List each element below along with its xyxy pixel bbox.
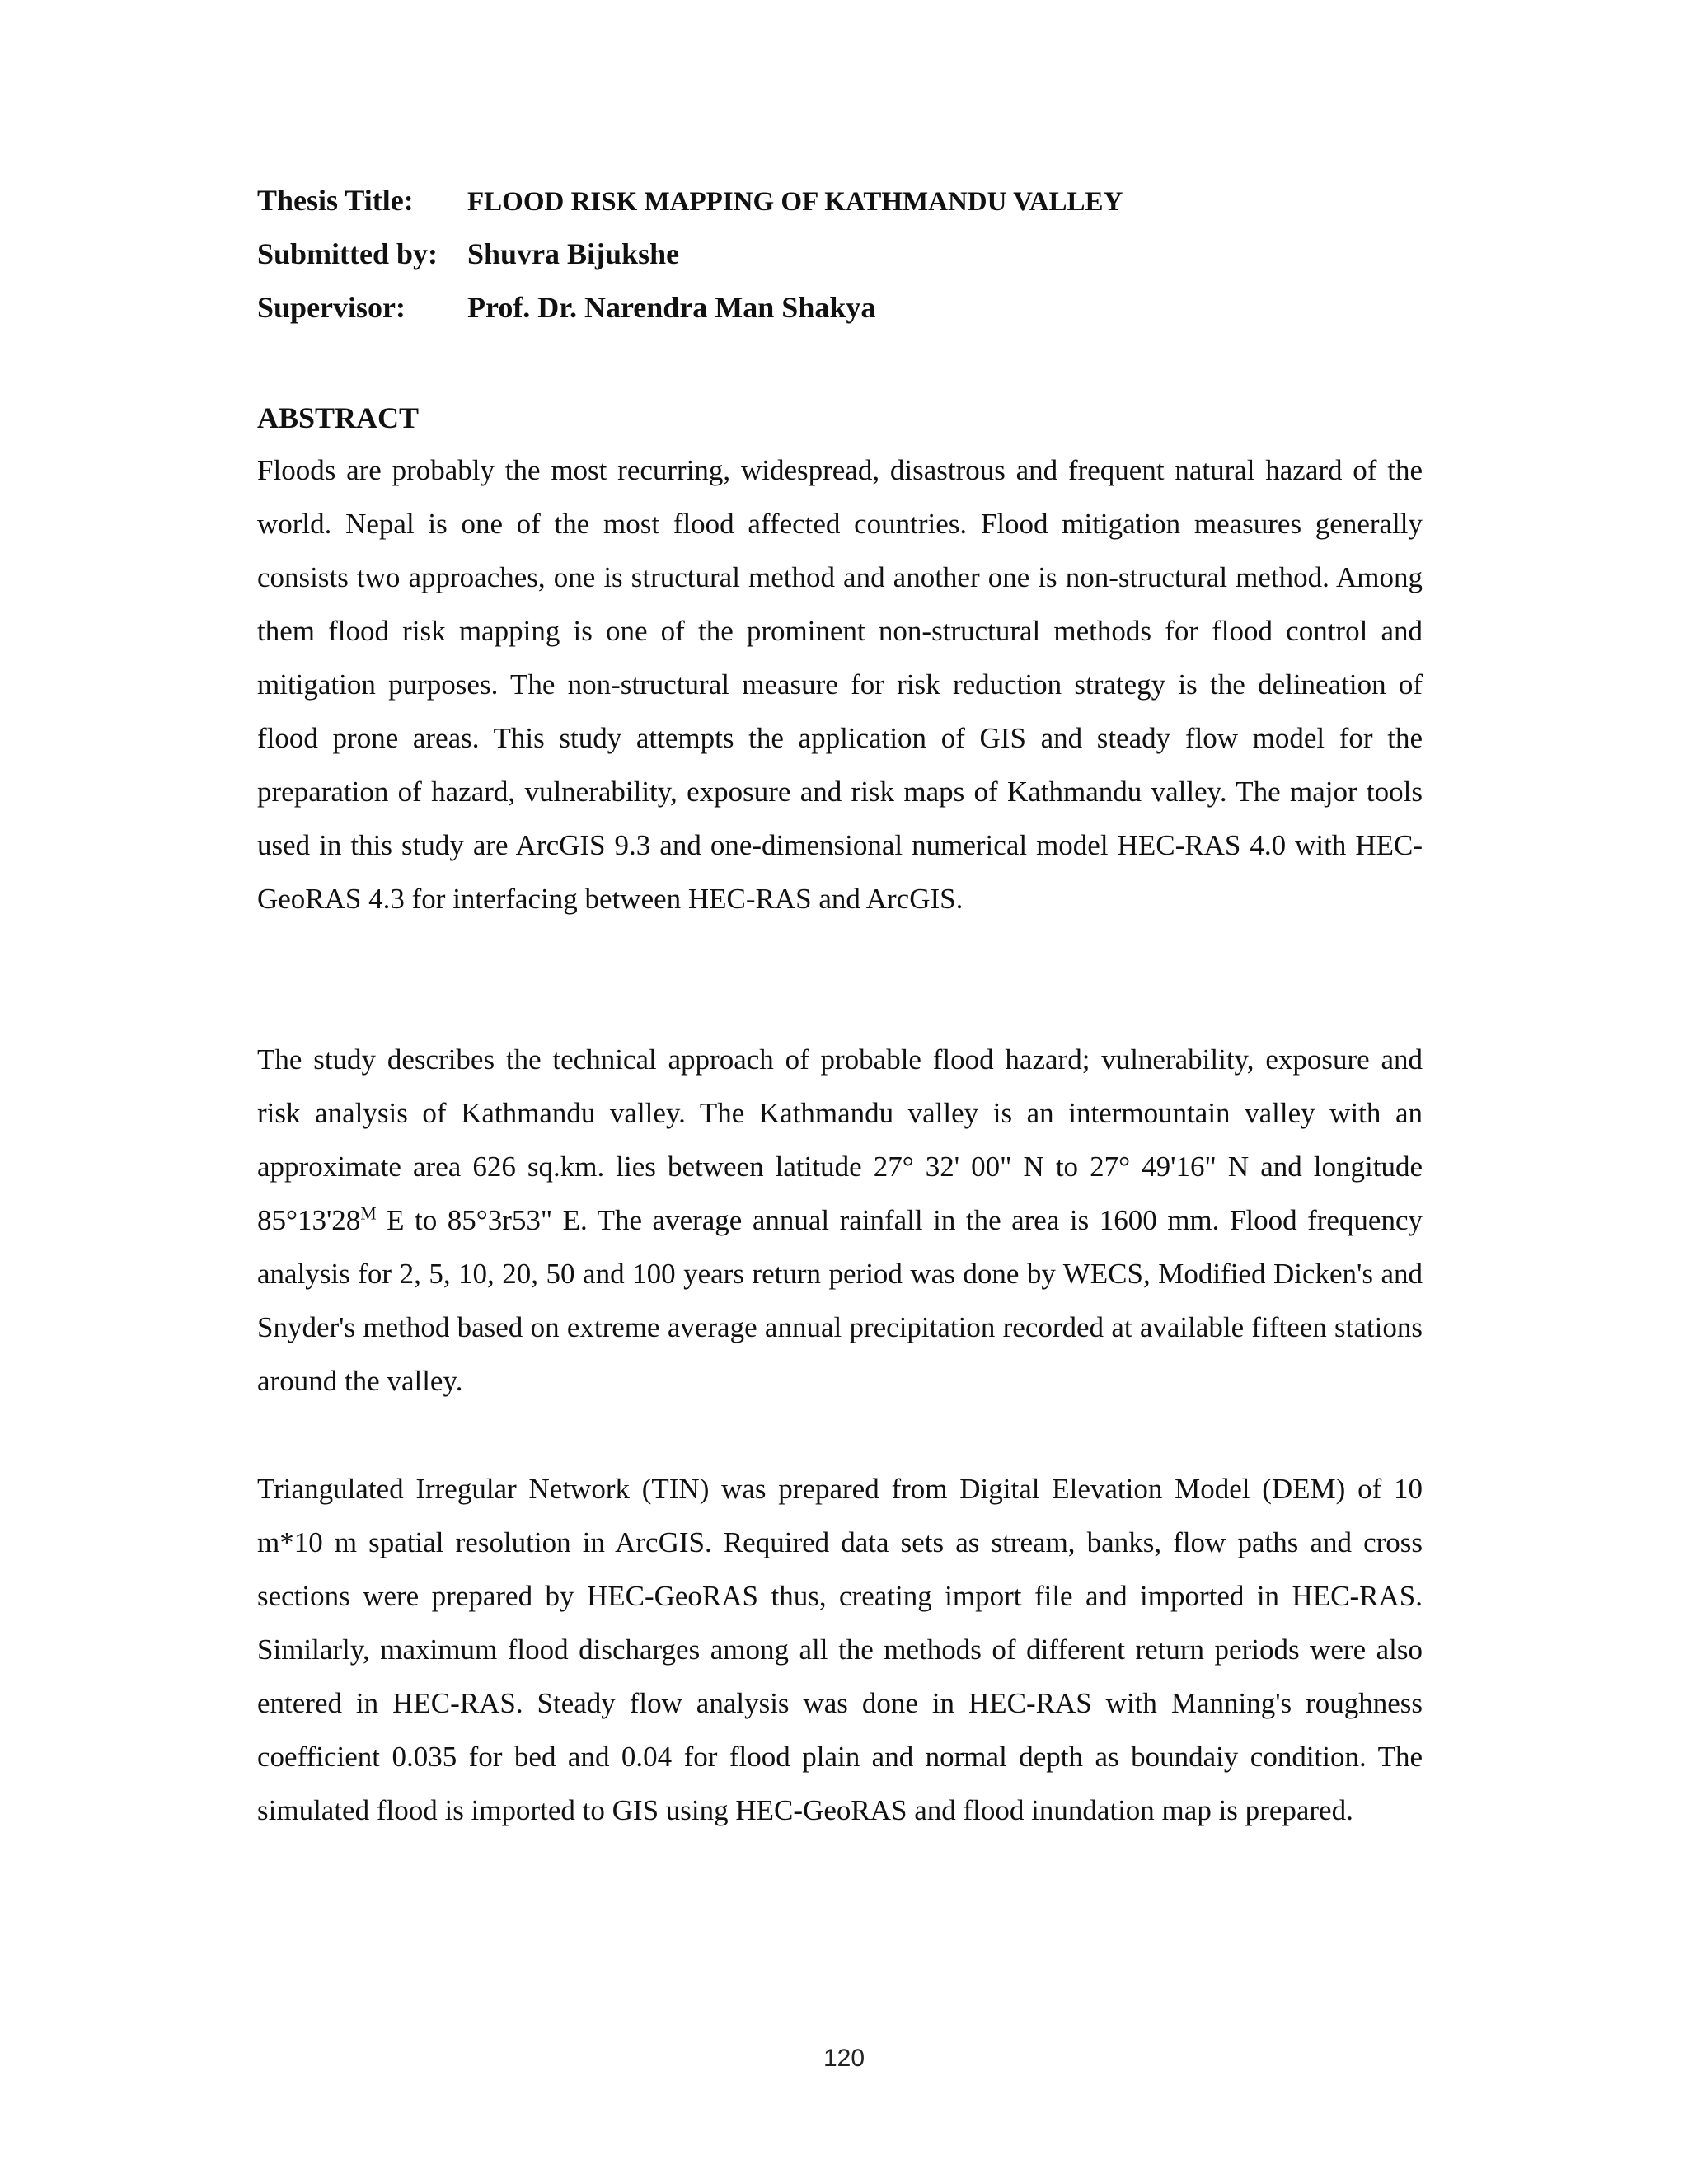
supervisor-label: Supervisor: (257, 291, 406, 324)
abstract-heading: ABSTRACT (257, 401, 420, 434)
superscript-mark: M (360, 1203, 377, 1224)
submitted-by-label: Submitted by: (257, 237, 438, 270)
thesis-title-value: FLOOD RISK MAPPING OF KATHMANDU VALLEY (467, 187, 1123, 217)
submitted-by-value: Shuvra Bijukshe (467, 237, 680, 270)
thesis-title-row (257, 183, 1428, 237)
supervisor-value: Prof. Dr. Narendra Man Shakya (467, 291, 876, 324)
submitted-by-row (257, 237, 1428, 290)
supervisor-row (257, 290, 1428, 344)
abstract-paragraph-1: Floods are probably the most recurring, widespread, disastrous and frequent natural hazard of the world. Nepal is one of the most flood affected countries. Flood mitigation measures generally consists two approaches, one is structural method and another one is non-structural method. Among them flood risk mapping is one of the prominent non-structural methods for flood control and mitigation purposes. The non-structural measure for risk reduction strategy is the delineation of flood prone areas. This study attempts the application of GIS and steady flow model for the preparation of hazard, vulnerability, exposure and risk maps of Kathmandu valley. The major tools used in this study are ArcGIS 9.3 and one-dimensional numerical model HEC-RAS 4.0 with HEC-GeoRAS 4.3 for interfacing between HEC-RAS and ArcGIS. (257, 454, 1423, 915)
abstract-paragraph-2-part-2: E to 85°3r53" E. The average annual rainfall in the area is 1600 mm. Flood frequency analysis for 2, 5, 10, 20, 50 and 100 years return period was done by WECS, Modified Dicken's and Snyder's method based on extreme average annual precipitation recorded at available fifteen stations around the valley. (257, 1204, 1423, 1397)
page-number: 120 (823, 2045, 865, 2072)
abstract-paragraph-2 (257, 1033, 1423, 1408)
abstract-paragraph-3: Triangulated Irregular Network (TIN) was prepared from Digital Elevation Model (DEM) of 10 m*10 m spatial resolution in ArcGIS. Required data sets as stream, banks, flow paths and cross sections were prepared by HEC-GeoRAS thus, creating import file and imported in HEC-RAS. Similarly, maximum flood discharges among all the methods of different return periods were also entered in HEC-RAS. Steady flow analysis was done in HEC-RAS with Manning's roughness coefficient 0.035 for bed and 0.04 for flood plain and normal depth as boundaiy condition. The simulated flood is imported to GIS using HEC-GeoRAS and flood inundation map is prepared. (257, 1473, 1423, 1826)
abstract-paragraph-2-part-1: The study describes the technical approach of probable flood hazard; vulnerability, exposure and risk analysis of Kathmandu valley. The Kathmandu valley is an intermountain valley with an approximate area 626 sq.km. lies between latitude 27° 32' 00" N to 27° 49'16" N and longitude 85°13'28 (257, 1043, 1423, 1236)
thesis-title-label: Thesis Title: (257, 184, 414, 217)
thesis-metadata (257, 183, 1428, 344)
